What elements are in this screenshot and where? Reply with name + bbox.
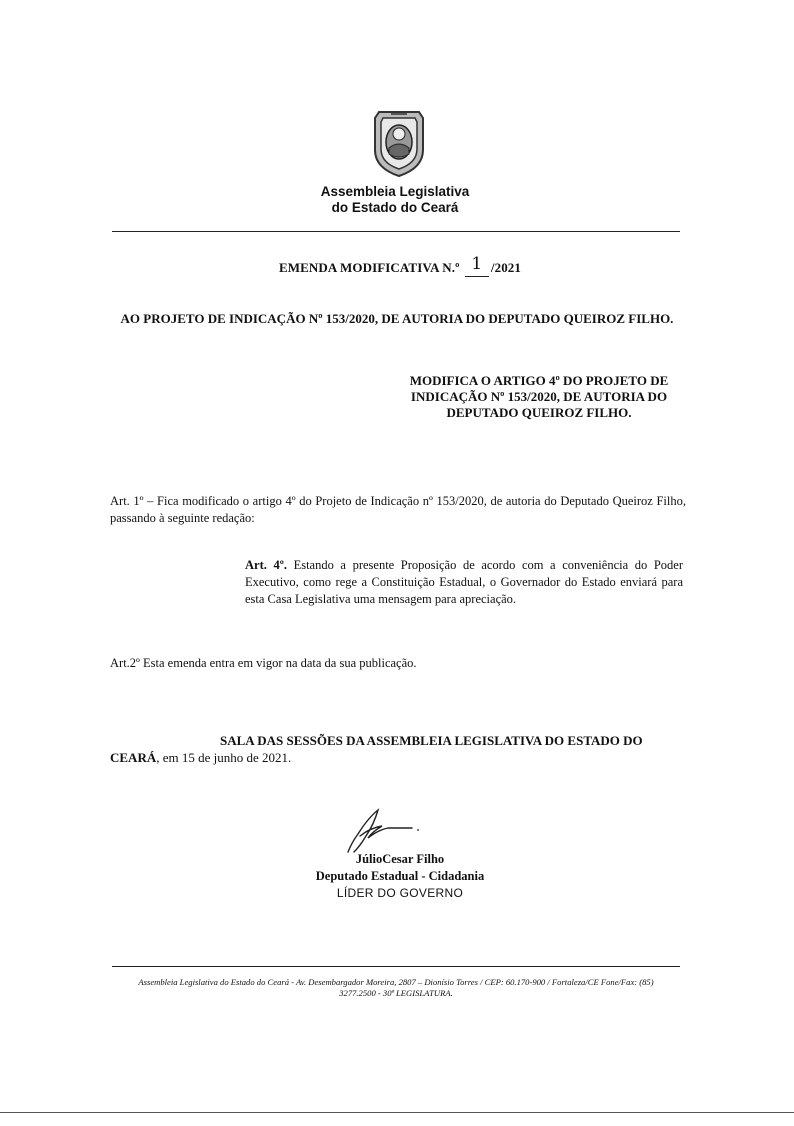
footer-line1: Assembleia Legislativa do Estado do Ceará - Av. Desembargador Moreira, 2807 – Dionísio Torres / CEP: 60.170-900 / Fortaleza/CE Fone/Fax: (85) bbox=[138, 977, 654, 987]
emenda-prefix: EMENDA MODIFICATIVA N.º bbox=[278, 260, 460, 275]
org-name-line1: Assembleia Legislativa bbox=[320, 184, 470, 199]
article-1: Art. 1º – Fica modificado o artigo 4º do Projeto de Indicação nº 153/2020, de autoria do Deputado Queiroz Filho, passando à seguinte redação: bbox=[110, 494, 686, 525]
footer-line2: 3277.2500 - 30ª LEGISLATURA. bbox=[339, 988, 453, 998]
sala-das-sessoes bbox=[110, 732, 686, 766]
article-4-body: Estando a presente Proposição de acordo com a conveniência do Poder Executivo, como rege a Constituição Estadual, o Governador do Estado enviará para esta Casa Legislativa uma mensagem para apreciação. bbox=[245, 558, 683, 606]
footer-address bbox=[112, 977, 680, 999]
article-2: Art.2º Esta emenda entra em vigor na data da sua publicação. bbox=[110, 656, 417, 670]
footer-divider bbox=[112, 966, 680, 967]
org-name-line2: do Estado do Ceará bbox=[331, 200, 459, 215]
projeto-title: AO PROJETO DE INDICAÇÃO Nº 153/2020, DE AUTORIA DO DEPUTADO QUEIROZ FILHO. bbox=[120, 311, 674, 326]
article-4-text bbox=[245, 557, 683, 608]
page-bottom-divider bbox=[0, 1112, 794, 1113]
article-4-label: Art. 4º. bbox=[245, 558, 287, 572]
sala-bold: SALA DAS SESSÕES DA ASSEMBLEIA LEGISLATIVA DO ESTADO DO CEARÁ bbox=[110, 733, 643, 765]
header-divider bbox=[112, 231, 680, 232]
ementa: MODIFICA O ARTIGO 4º DO PROJETO DE INDICAÇÃO Nº 153/2020, DE AUTORIA DO DEPUTADO QUEIROZ FILHO. bbox=[409, 373, 669, 420]
emenda-suffix: /2021 bbox=[490, 260, 522, 275]
signatory-name: JúlioCesar Filho bbox=[355, 852, 445, 866]
emenda-title bbox=[200, 254, 600, 277]
handwritten-signature-icon bbox=[338, 806, 428, 856]
signatory-role: Deputado Estadual - Cidadania bbox=[315, 869, 485, 883]
emenda-number: 1 bbox=[471, 254, 483, 274]
signatory-title: LÍDER DO GOVERNO bbox=[336, 886, 464, 900]
emenda-number-field bbox=[463, 254, 491, 277]
sala-date: , em 15 de junho de 2021. bbox=[156, 750, 292, 765]
ceara-coat-of-arms-icon bbox=[371, 106, 427, 178]
